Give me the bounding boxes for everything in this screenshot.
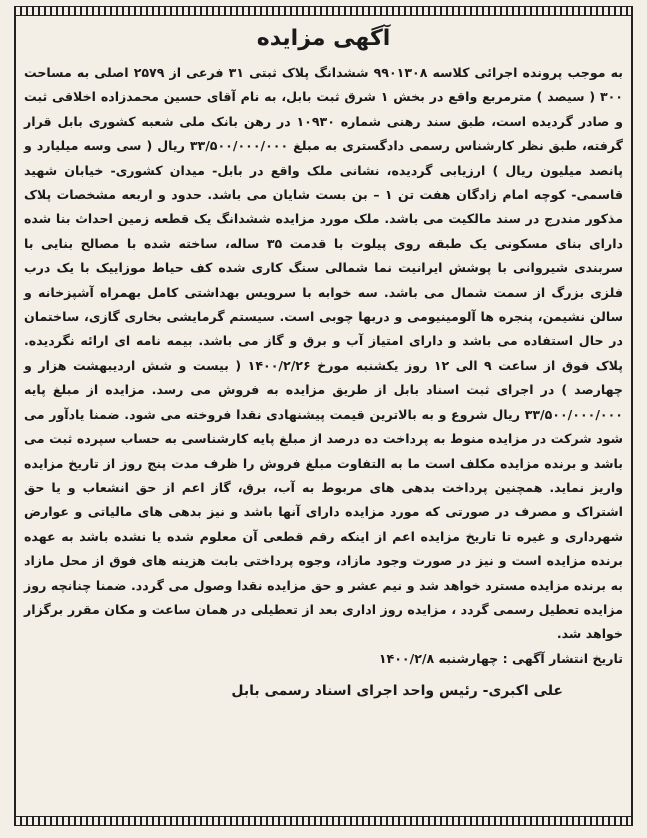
auction-notice [24,22,623,810]
bottom-decorative-border [14,816,633,826]
signature: علی اکبری- رئیس واحد اجرای اسناد رسمی بابل [231,682,563,699]
publication-date: تاریخ انتشار آگهی : چهارشنبه ۱۴۰۰/۲/۸ [378,650,623,666]
top-decorative-border [14,6,633,16]
right-border [631,6,633,826]
notice-title: آگهی مزایده [256,26,391,51]
notice-body: به موجب پرونده اجرائی کلاسه ۹۹۰۱۳۰۸ ششدانگ پلاک ثبتی ۳۱ فرعی از ۲۵۷۹ اصلی به مساحت ۳۰۰ ( سیصد ) مترمربع واقع در بخش ۱ شرق ثبت بابل، به نام آقای حسین محمدزاده اخلاقی ثبت و صادر گردیده است، طبق سند رهنی شماره ۱۰۹۳۰ در رهن بانک ملی شعبه کشوری بابل قرار گرفته، طبق نظر کارشناس رسمی دادگستری به مبلغ ۳۳/۵۰۰/۰۰۰/۰۰۰ ریال ( سی وسه میلیارد و پانصد میلیون ریال ) ارزیابی گردیده، نشانی ملک واقع در بابل- میدان کشوری- خیابان شهید قاسمی- کوچه امام زادگان هفت تن ۱ – بن بست شایان می باشد. حدود و اربعه مشخصات پلاک مذکور مندرج در سند مالکیت می باشد. ملک مورد مزایده ششدانگ یک قطعه زمین احداث بنا شده دارای بنای مسکونی یک طبقه روی پیلوت با قدمت ۳۵ ساله، ساخته شده با مصالح بنایی با سربندی شیروانی با پوشش ایرانیت نما شمالی سنگ کاری شده کف حیاط موزاییک با یک درب فلزی بزرگ از سمت شمال می باشد. سه خوابه با سرویس بهداشتی کامل بهمراه آشپزخانه و سالن نشیمن، پنجره ها آلومینیومی و دربها چوبی است. سیستم گرمایشی بخاری گازی، ساختمان در حال استفاده می باشد و دارای امتیاز آب و برق و گاز می باشد. بیمه نامه ای ارائه نگردیده. پلاک فوق از ساعت ۹ الی ۱۲ روز یکشنبه مورخ ۱۴۰۰/۲/۲۶ ( بیست و شش اردیبهشت هزار و چهارصد ) در اجرای ثبت اسناد بابل از طریق مزایده به فروش می رسد. مزایده از مبلغ پایه ۳۳/۵۰۰/۰۰۰/۰۰۰ ریال شروع و به بالاترین قیمت پیشنهادی نقدا فروخته می شود. ضمنا یادآور می شود شرکت در مزایده منوط به پرداخت ده درصد از مبلغ پایه کارشناسی به حساب سپرده ثبت می باشد و برنده مزایده مکلف است ما به التفاوت مبلغ فروش را ظرف مدت پنج روز از تاریخ مزایده واریز نماید. همچنین پرداخت بدهی های مربوط به آب، برق، گاز اعم از حق انشعاب و یا حق اشتراک و مصرف در صورتی که مورد مزایده دارای آنها باشد و نیز بدهی های مالیاتی و عوارض شهرداری و غیره تا تاریخ مزایده اعم از اینکه رقم قطعی آن معلوم شده یا نشده باشد به عهده برنده مزایده است و نیز در صورت وجود مازاد، وجوه پرداختی بابت هزینه های فوق از محل مازاد به برنده مزایده مسترد خواهد شد و نیم عشر و حق مزایده نقدا وصول می گردد. ضمنا چنانچه روز مزایده تعطیل رسمی گردد ، مزایده روز اداری بعد از تعطیلی در همان ساعت و مکان مقرر برگزار خواهد شد. [24,65,623,642]
left-border [14,6,16,826]
